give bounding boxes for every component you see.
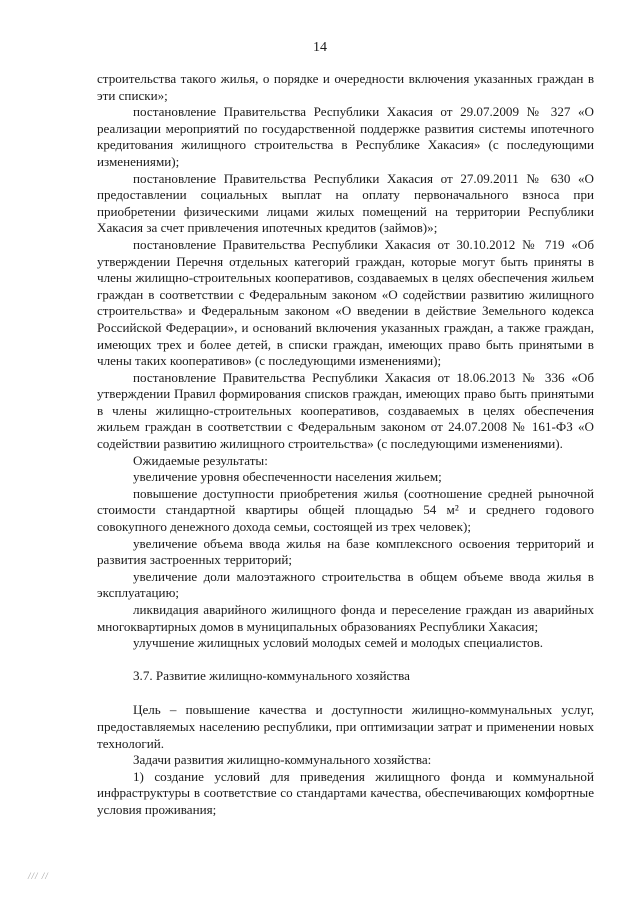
paragraph: постановление Правительства Республики Хакасия от 27.09.2011 № 630 «О предоставлении социальных выплат на оплату первоначального взноса при приобретении физическими лицами жилых помещений на территории Республики Хакасия за счет привлечения ипотечных кредитов (займов)»; [97, 170, 594, 236]
result-item: увеличение доли малоэтажного строительства в общем объеме ввода жилья в эксплуатацию; [97, 568, 594, 601]
paragraph: постановление Правительства Республики Хакасия от 29.07.2009 № 327 «О реализации мероприятий по государственной поддержке развития системы ипотечного кредитования жилищного строительства в Республике Хакасия» (с последующими изменениями); [97, 104, 594, 169]
paragraph: постановление Правительства Республики Хакасия от 30.10.2012 № 719 «Об утверждении Перечня отдельных категорий граждан, которые могут быть приняты в члены жилищно-строительных кооперативов, создаваемых в целях обеспечения жильем граждан в соответствии с Федеральным законом «О содействии развитию жилищного строительства» и Федеральным законом «О введении в действие Земельного кодекса Российской Федерации», и оснований включения указанных граждан, а также граждан, имеющих трех и более детей, в списки граждан, имеющих право быть принятыми в члены таких кооперативов» (с последующими изменениями); [97, 236, 594, 369]
result-item: увеличение объема ввода жилья на базе комплексного освоения территорий и развития застроенных территорий; [97, 535, 594, 568]
results-heading: Ожидаемые результаты: [133, 452, 268, 468]
section-heading: 3.7. Развитие жилищно-коммунального хозяйства [133, 667, 410, 683]
paragraph: постановление Правительства Республики Хакасия от 18.06.2013 № 336 «Об утверждении Правил формирования списков граждан, имеющих право быть принятыми в члены жилищно-строительных кооперативов, создаваемых в целях обеспечения жильем граждан в соответствии с Федеральным законом от 24.07.2008 № 161-ФЗ «О содействии развитию жилищного строительства» (с последующими изменениями). [97, 369, 594, 452]
section-task-item: 1) создание условий для приведения жилищного фонда и коммунальной инфраструктуры в соответствие со стандартами качества, обеспечивающих комфортные условия проживания; [97, 768, 594, 817]
result-item: повышение доступности приобретения жилья (соотношение средней рыночной стоимости стандартной квартиры общей площадью 54 м² и среднего годового совокупного денежного дохода семьи, состоящей из трех человек); [97, 485, 594, 535]
section-goal: Цель – повышение качества и доступности жилищно-коммунальных услуг, предоставляемых населению республики, при оптимизации затрат и применении новых технологий. [97, 702, 594, 751]
section-tasks-heading: Задачи развития жилищно-коммунального хозяйства: [133, 752, 432, 768]
document-body [97, 71, 594, 819]
result-item: улучшение жилищных условий молодых семей и молодых специалистов. [133, 635, 544, 651]
result-item: ликвидация аварийного жилищного фонда и переселение граждан из аварийных многоквартирных домов в муниципальных образованиях Республики Хакасия; [97, 602, 594, 634]
page-number: 14 [313, 40, 327, 55]
footer-mark: /// // [28, 871, 49, 881]
paragraph: строительства такого жилья, о порядке и очередности включения указанных граждан в эти списки»; [97, 71, 594, 103]
result-item: увеличение уровня обеспеченности населения жильем; [133, 469, 442, 485]
